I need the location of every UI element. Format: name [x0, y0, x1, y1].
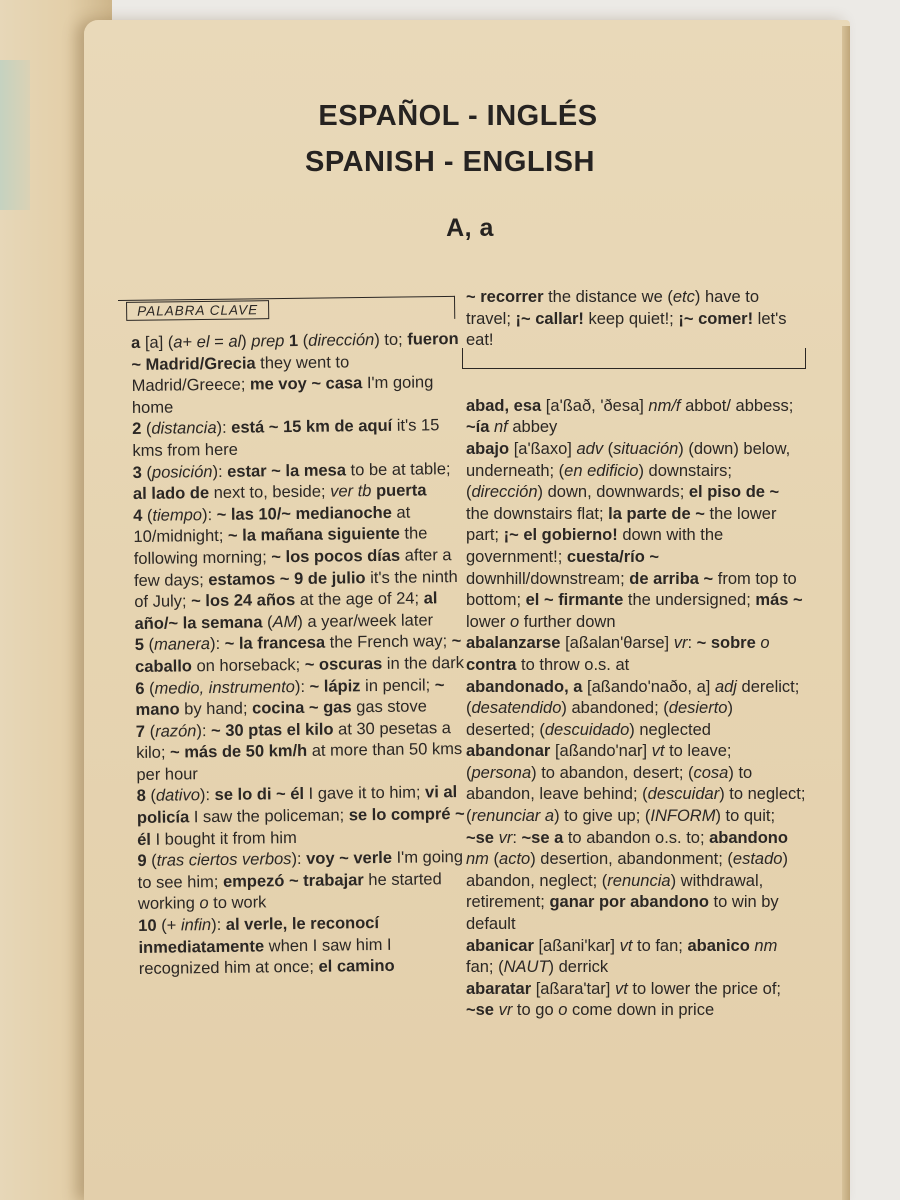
entry-text: I bought it from him	[150, 828, 297, 849]
entry-headword: abandonado, a	[466, 677, 583, 696]
entry-text: further down	[519, 612, 616, 631]
entry-label: adj	[714, 677, 737, 696]
entry-text: to go	[512, 1001, 559, 1020]
entry-text: keep quiet!;	[583, 309, 679, 328]
entry-text: (	[148, 636, 155, 655]
entry-text: the undersigned;	[623, 591, 756, 610]
entry-label: dirección	[308, 331, 375, 350]
entry-label: a	[173, 333, 183, 352]
entry-headword: abalanzarse	[466, 634, 561, 653]
entry-text: lower	[466, 612, 511, 631]
entry-text: ):	[294, 677, 310, 696]
entry-headword: ~ mano	[135, 675, 445, 720]
entry-text: ):	[196, 721, 212, 740]
entry-label: vt	[651, 742, 665, 761]
entry-label: distancia	[151, 419, 217, 439]
entry-headword: 1	[284, 331, 303, 351]
entry-text: abbot/ abbess;	[680, 396, 794, 415]
entry-text: [aßando'naðo, a]	[582, 677, 715, 696]
entry-text: derelict; (	[466, 677, 800, 718]
entry-headword: cocina ~ gas	[251, 698, 352, 718]
entry-text: (	[488, 850, 500, 869]
dictionary-entry	[466, 741, 806, 935]
section-letter: A, a	[446, 214, 494, 242]
entry-text: by hand;	[179, 699, 253, 719]
entry-headword: se lo compré ~ él	[137, 805, 465, 849]
entry-text: ) neglected	[629, 720, 711, 739]
entry-text: fan; (	[466, 958, 504, 977]
entry-text: [a'ßað, 'ðesa]	[541, 396, 649, 415]
entry-label: desierto	[668, 699, 728, 718]
entry-headword: voy ~ verle	[306, 849, 393, 869]
entry-text: down with the government!;	[466, 526, 724, 566]
entry-text: ) to abandon, desert; (	[531, 763, 694, 782]
entry-headword: abaratar	[466, 979, 532, 998]
entry-headword: de arriba ~	[629, 569, 714, 588]
entry-headword: ~ la mañana siguiente	[227, 525, 401, 546]
entry-text: the French way;	[325, 632, 452, 652]
entry-headword: está ~ 15 km de aquí	[231, 417, 393, 438]
entry-text: ):	[291, 850, 307, 869]
entry-label: infin	[180, 916, 212, 935]
entry-text: to be at table;	[345, 459, 451, 479]
entry-text: from top to bottom;	[466, 569, 797, 610]
entry-headword: 8	[136, 787, 151, 806]
entry-headword: ¡~ comer!	[678, 309, 754, 328]
entry-headword: 7	[135, 722, 150, 741]
entry-headword: ~ 30 ptas el kilo	[210, 720, 334, 740]
entry-text: the distance we (	[543, 288, 673, 306]
dictionary-entry	[138, 912, 469, 981]
entry-label: vt	[619, 936, 633, 955]
entry-headword: 5	[134, 636, 149, 655]
entry-headword: puerta	[375, 481, 427, 501]
entry-label: vr	[673, 634, 688, 653]
entry-headword: ~ oscuras	[304, 654, 383, 674]
entry-text: ) abandoned; (	[561, 699, 669, 718]
entry-headword: 2	[132, 420, 147, 439]
dictionary-entry	[136, 718, 467, 787]
entry-headword: cuesta/río ~	[566, 547, 660, 566]
entry-text: (	[302, 331, 309, 350]
entry-label: vr	[498, 828, 513, 847]
entry-label: nf	[494, 418, 508, 437]
entry-text: the following morning;	[133, 524, 428, 568]
dictionary-entry	[137, 782, 468, 851]
title-english: SPANISH - ENGLISH	[305, 146, 595, 178]
entry-text: to fan;	[632, 936, 688, 955]
entry-text: [aßalan'θarse]	[560, 634, 674, 653]
entry-headword: abajo	[466, 439, 510, 458]
entry-text: to lower the price of;	[627, 979, 781, 998]
entry-text: [aßani'kar]	[533, 936, 620, 955]
entry-label: posición	[151, 462, 213, 482]
dictionary-entry	[466, 979, 806, 1022]
entry-headword: me voy ~ casa	[249, 374, 363, 394]
entry-label: razón	[155, 721, 197, 741]
entry-text: (	[262, 613, 273, 632]
entry-text: when I saw him I recognized him at once;	[138, 935, 392, 979]
entry-headword: el piso de ~	[688, 483, 780, 502]
dictionary-entry	[466, 677, 806, 742]
entry-headword: ~ más de 50 km/h	[169, 742, 308, 762]
entry-label: medio, instrumento	[154, 677, 296, 698]
entry-label: AM	[272, 612, 298, 632]
entry-label: o	[558, 1001, 568, 1020]
entry-label: renunciar a	[471, 807, 555, 826]
dictionary-entry	[466, 936, 806, 979]
entry-headword: ~ recorrer	[466, 288, 544, 306]
entry-headword: contra	[466, 655, 517, 674]
entry-text: in pencil;	[360, 675, 435, 695]
entry-headword: ~ía	[466, 418, 490, 437]
entry-text: at the age of 24;	[295, 589, 424, 610]
entry-text: ) abandon, neglect; (	[466, 850, 788, 890]
entry-text: (	[149, 722, 156, 741]
entry-text: at 30 pesetas a kilo;	[136, 718, 452, 763]
entry-text: ):	[212, 462, 228, 481]
entry-headword: abanicar	[466, 936, 534, 955]
entry-headword: fueron ~ Madrid/Grecia	[131, 329, 459, 374]
entry-headword: ~se	[466, 1001, 494, 1020]
entry-label: nm	[754, 936, 778, 955]
entry-text: [a'ßaxo]	[509, 439, 577, 458]
entry-text: (	[150, 787, 157, 806]
right-column-continued	[466, 287, 806, 352]
entry-text: abbey	[507, 418, 558, 437]
keyword-box-label: PALABRA CLAVE	[126, 300, 269, 321]
entry-headword: 3	[132, 463, 147, 482]
entry-label: o	[199, 894, 209, 913]
entry-text: to throw o.s. at	[516, 655, 630, 674]
entry-text: on horseback;	[191, 655, 305, 676]
entry-text: ) deserted; (	[466, 699, 733, 739]
entry-text: (+	[161, 916, 182, 935]
entry-text: ) to abandon, leave behind; (	[466, 763, 753, 804]
entry-text: ) have to travel;	[466, 288, 760, 328]
entry-headword: el camino	[318, 957, 395, 976]
entry-text: :	[687, 634, 697, 653]
entry-text: (	[148, 679, 155, 698]
entry-headword: ~ sobre	[696, 634, 756, 653]
entry-text: (	[603, 439, 614, 458]
entry-label: nm	[466, 850, 489, 869]
entry-text: next to, beside;	[208, 482, 331, 503]
right-column-entries	[466, 396, 806, 1022]
entry-text: (	[146, 506, 153, 525]
entry-headword: la parte de ~	[608, 504, 705, 523]
entry-label: INFORM	[650, 807, 716, 826]
entry-label: NAUT	[503, 958, 549, 977]
entry-text: to win by default	[466, 893, 779, 934]
entry-label: persona	[471, 763, 532, 782]
keyword-box-frame	[118, 296, 455, 323]
entry-text: (	[151, 851, 157, 871]
entry-text: it's 15 kms from here	[132, 416, 440, 460]
entry-text: to abandon o.s. to;	[563, 828, 710, 847]
entry-text: at 10/midnight;	[133, 503, 411, 547]
dictionary-entry	[466, 287, 806, 352]
entry-headword: al año/~ la semana	[134, 589, 438, 633]
entry-label: vt	[614, 979, 628, 998]
entry-text: to work	[208, 893, 267, 913]
dictionary-entry	[133, 459, 464, 506]
entry-label: renuncia	[607, 871, 671, 890]
entry-text: gas stove	[351, 697, 427, 717]
entry-headword: 10	[138, 916, 162, 935]
entry-label: dativo	[155, 786, 201, 806]
entry-text: +	[182, 333, 197, 352]
entry-label: o	[510, 612, 520, 631]
dictionary-entry	[135, 631, 466, 678]
entry-text: )	[241, 332, 252, 351]
entry-headword: ~ lápiz	[309, 676, 361, 696]
entry-label: acto	[499, 850, 531, 869]
entry-text: the downstairs flat;	[466, 504, 609, 523]
dictionary-entry	[466, 396, 806, 439]
entry-headword: el ~ firmante	[525, 591, 624, 610]
entry-text: ) downstairs; (	[466, 461, 732, 502]
entry-label: estado	[732, 850, 783, 869]
entry-label: el	[196, 333, 210, 352]
entry-headword: 9	[137, 852, 152, 871]
entry-label: tiempo	[152, 505, 203, 525]
entry-headword: ~ los 24 años	[191, 591, 296, 611]
dictionary-entry	[133, 502, 465, 636]
entry-text: after a few days;	[133, 546, 452, 590]
entry-headword: ¡~ callar!	[515, 309, 584, 328]
left-column	[131, 329, 469, 981]
entry-text: I'm going to see him;	[137, 848, 464, 892]
entry-text: come down in price	[567, 1001, 715, 1020]
entry-headword: al verle, le reconocí inmediatamente	[138, 914, 380, 957]
entry-text: to leave; (	[466, 742, 732, 782]
entry-label: adv	[576, 439, 604, 458]
entry-label: tras ciertos verbos	[156, 850, 292, 870]
entry-text: ):	[199, 786, 215, 805]
entry-text: [aßando'nar]	[550, 742, 652, 761]
entry-headword: 4	[133, 506, 148, 525]
entry-text: ):	[216, 419, 232, 438]
entry-label: vr	[498, 1001, 513, 1020]
entry-label: desatendido	[471, 699, 562, 718]
facing-page-tint	[0, 60, 30, 210]
dictionary-entry	[131, 329, 462, 419]
entry-headword: a	[131, 333, 145, 352]
entry-text: ) (down) below, underneath; (	[466, 439, 791, 480]
entry-headword: ganar por abandono	[549, 893, 709, 912]
entry-text: they went to Madrid/Greece;	[131, 352, 350, 396]
entry-headword: ~ la francesa	[224, 633, 326, 654]
entry-headword: al lado de	[132, 484, 210, 504]
dictionary-entry	[466, 439, 806, 633]
entry-label: nm/f	[648, 396, 681, 415]
entry-text: he started working	[137, 870, 442, 914]
entry-text: [a] (	[144, 333, 174, 352]
column-gap	[466, 352, 806, 396]
entry-label: manera	[153, 635, 211, 655]
entry-label: etc	[672, 288, 695, 306]
entry-label: descuidar	[647, 785, 720, 804]
entry-label: en edificio	[564, 461, 639, 480]
entry-text: downhill/downstream;	[466, 569, 630, 588]
entry-text: ) to give up; (	[554, 807, 651, 826]
entry-text: ) down, downwards;	[537, 483, 689, 502]
entry-headword: 6	[135, 679, 150, 698]
entry-text: (	[145, 420, 152, 439]
entry-label: ver tb	[330, 482, 372, 501]
entry-headword: abanico	[687, 936, 750, 955]
dictionary-entry	[466, 633, 806, 676]
entry-headword: ~ los pocos días	[271, 546, 401, 567]
entry-text: I'm going home	[131, 373, 434, 417]
entry-text: it's the ninth of July;	[134, 567, 458, 612]
page-stack-edge	[842, 26, 850, 1200]
entry-label: al	[228, 332, 242, 351]
entry-headword: abad, esa	[466, 396, 542, 415]
entry-text: I gave it to him;	[303, 783, 426, 804]
entry-headword: ~ caballo	[134, 632, 462, 676]
entry-text: :	[512, 828, 522, 847]
entry-text: I saw the policeman;	[189, 806, 349, 827]
dictionary-entry	[132, 415, 463, 462]
entry-text: [aßara'tar]	[531, 979, 615, 998]
entry-headword: ~ las 10/~ medianoche	[216, 503, 392, 524]
entry-text: ):	[211, 915, 226, 935]
right-column	[466, 287, 806, 1022]
entry-text: the lower part;	[466, 504, 777, 545]
entry-headword: ~se a	[521, 828, 564, 847]
entry-headword: abandono	[709, 828, 788, 847]
entry-headword: más ~	[755, 591, 803, 610]
entry-label: o	[760, 634, 770, 653]
entry-text: ) withdrawal, retirement;	[466, 871, 764, 912]
dictionary-entry	[135, 674, 466, 721]
entry-text: ) to quit;	[715, 807, 776, 826]
entry-label: situación	[613, 439, 679, 458]
entry-text: ):	[209, 635, 225, 654]
entry-label: cosa	[693, 763, 729, 782]
entry-text: (	[146, 463, 153, 482]
entry-headword: estamos ~ 9 de julio	[208, 568, 366, 589]
entry-label: prep	[251, 332, 285, 351]
entry-text: ) derrick	[548, 958, 609, 977]
entry-headword: estar ~ la mesa	[227, 460, 347, 481]
entry-text: =	[209, 332, 229, 352]
entry-text: ):	[201, 505, 217, 524]
entry-text: ) desertion, abandonment; (	[530, 850, 733, 869]
title-spanish-english: ESPAÑOL - INGLÉS	[318, 100, 598, 132]
entry-headword: se lo di ~ él	[214, 785, 305, 805]
entry-text: ) to neglect; (	[466, 785, 806, 826]
dictionary-entry	[137, 847, 468, 916]
entry-headword: abandonar	[466, 742, 551, 761]
entry-label: dirección	[471, 483, 538, 502]
entry-text: at more than 50 kms per hour	[136, 740, 463, 784]
entry-text: in the dark	[382, 653, 465, 673]
entry-label: descuidado	[544, 720, 630, 739]
entry-headword: empezó ~ trabajar	[222, 871, 364, 891]
entry-text: ) a year/week later	[297, 611, 434, 631]
entry-text: let's eat!	[466, 309, 787, 350]
entry-text: ) to;	[374, 330, 408, 350]
entry-headword: ¡~ el gobierno!	[503, 526, 618, 545]
entry-headword: vi al policía	[136, 783, 458, 828]
entry-headword: ~se	[466, 828, 494, 847]
